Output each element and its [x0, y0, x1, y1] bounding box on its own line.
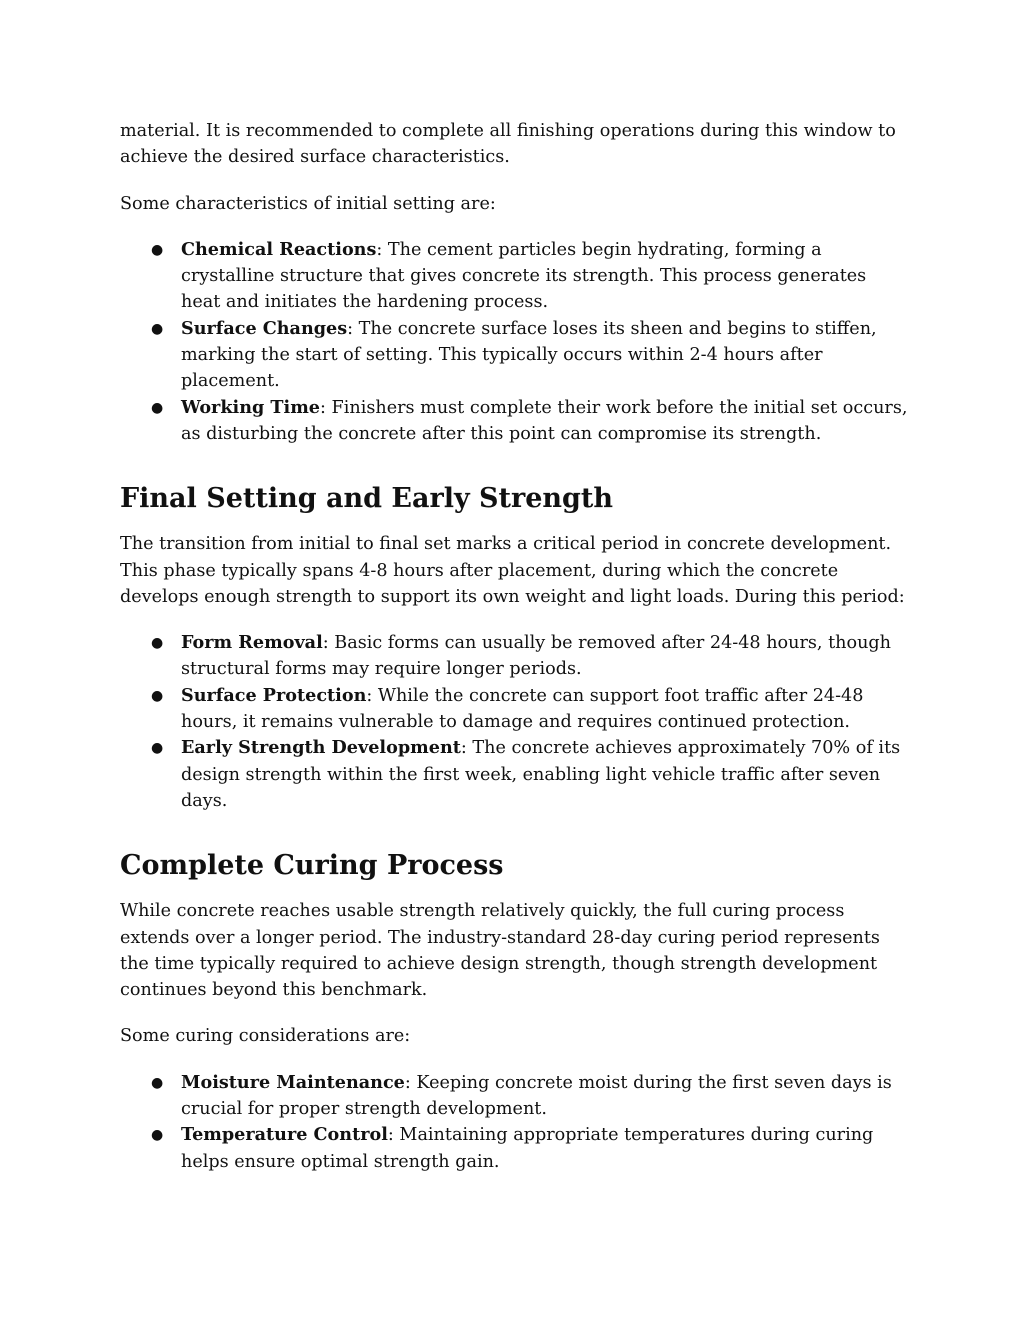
- list-item-text: : The concrete surface loses its sheen and begins to stiffen, marking the start of setting. This typically occurs within 2-4 hours after placement.: [181, 318, 877, 392]
- bullet-icon: ●: [151, 1074, 164, 1091]
- continuation-paragraph: material. It is recommended to complete all finishing operations during this window to achieve the desired surface characteristics.: [120, 121, 896, 168]
- curing-list: [120, 1070, 910, 1175]
- initial-setting-intro: Some characteristics of initial setting are:: [120, 193, 496, 214]
- list-item-text: : While the concrete can support foot traffic after 24-48 hours, it remains vulnerable to damage and requires continued protection.: [181, 685, 864, 733]
- bullet-icon: ●: [151, 635, 164, 652]
- bullet-icon: ●: [151, 320, 164, 337]
- curing-intro: Some curing considerations are:: [120, 1026, 411, 1047]
- list-item: [120, 1070, 910, 1123]
- bullet-icon: ●: [151, 241, 164, 258]
- list-item-term: Temperature Control: [181, 1124, 388, 1146]
- list-item: [120, 395, 910, 448]
- list-item-term: Early Strength Development: [181, 737, 461, 759]
- final-setting-paragraph: The transition from initial to final set marks a critical period in concrete development. This phase typically spans 4-8 hours after placement, during which the concrete develops enough strength to support its own weight and light loads. During this period:: [120, 534, 905, 607]
- curing-paragraph: While concrete reaches usable strength relatively quickly, the full curing process extends over a longer period. The industry-standard 28-day curing period represents the time typically required to achieve design strength, though strength development continues beyond this benchmark.: [120, 901, 880, 1001]
- curing-heading: Complete Curing Process: [120, 850, 504, 882]
- list-item: [120, 1122, 910, 1175]
- list-item-term: Working Time: [181, 396, 321, 418]
- list-item-text: : The cement particles begin hydrating, forming a crystalline structure that gives concrete its strength. This process generates heat and initiates the hardening process.: [181, 239, 867, 313]
- list-item: [120, 237, 910, 316]
- list-item: [120, 316, 910, 395]
- list-item-text: : Finishers must complete their work before the initial set occurs, as disturbing the concrete after this point can compromise its strength.: [181, 397, 908, 444]
- initial-setting-list: [120, 237, 910, 447]
- bullet-icon: ●: [151, 1127, 164, 1144]
- list-item-text: : Keeping concrete moist during the first seven days is crucial for proper strength development.: [181, 1072, 892, 1120]
- list-item-term: Form Removal: [181, 632, 323, 654]
- list-item-term: Chemical Reactions: [181, 238, 377, 260]
- bullet-icon: ●: [151, 687, 164, 704]
- list-item-text: : The concrete achieves approximately 70% of its design strength within the first week, enabling light vehicle traffic after seven days.: [181, 738, 901, 811]
- list-item: [120, 683, 910, 736]
- list-item: [120, 630, 910, 683]
- list-item: [120, 735, 910, 814]
- list-item-term: Surface Changes: [181, 317, 348, 339]
- list-item-text: : Maintaining appropriate temperatures during curing helps ensure optimal strength gain.: [181, 1125, 874, 1172]
- list-item-text: : Basic forms can usually be removed after 24-48 hours, though structural forms may require longer periods.: [181, 633, 892, 680]
- bullet-icon: ●: [151, 399, 164, 416]
- final-setting-heading: Final Setting and Early Strength: [120, 483, 614, 515]
- document-page: [120, 118, 910, 1175]
- final-setting-list: [120, 630, 910, 814]
- list-item-term: Surface Protection: [181, 684, 367, 706]
- list-item-term: Moisture Maintenance: [181, 1071, 405, 1093]
- bullet-icon: ●: [151, 740, 164, 757]
